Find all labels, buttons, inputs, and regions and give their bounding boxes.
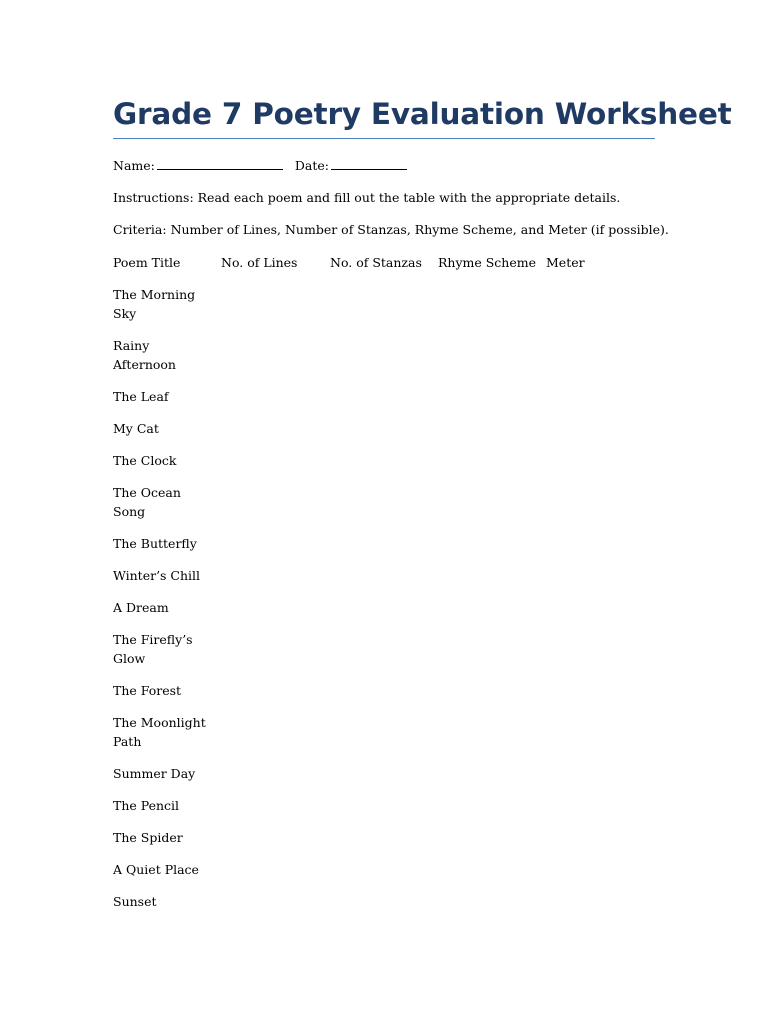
table-row xyxy=(113,336,655,374)
table-row xyxy=(113,860,655,879)
lines-cell[interactable] xyxy=(221,419,330,438)
poem-title-cell: The Firefly’s Glow xyxy=(113,632,193,666)
meter-cell[interactable] xyxy=(546,566,655,585)
table-row xyxy=(113,285,655,323)
header-no-of-lines: No. of Lines xyxy=(221,255,298,270)
name-blank-field[interactable] xyxy=(157,157,283,170)
lines-cell[interactable] xyxy=(221,336,330,374)
rhyme-scheme-cell[interactable] xyxy=(438,598,546,617)
poem-title-cell: Sunset xyxy=(113,894,157,909)
meter-cell[interactable] xyxy=(546,336,655,374)
poem-title-cell: Rainy Afternoon xyxy=(113,338,176,372)
rhyme-scheme-cell[interactable] xyxy=(438,681,546,700)
stanzas-cell[interactable] xyxy=(330,713,438,751)
meter-cell[interactable] xyxy=(546,764,655,783)
header-meter: Meter xyxy=(546,255,585,270)
poem-title-cell: My Cat xyxy=(113,421,159,436)
stanzas-cell[interactable] xyxy=(330,451,438,470)
stanzas-cell[interactable] xyxy=(330,796,438,815)
meter-cell[interactable] xyxy=(546,419,655,438)
table-body xyxy=(113,285,655,911)
rhyme-scheme-cell[interactable] xyxy=(438,630,546,668)
poem-title-cell: A Quiet Place xyxy=(113,862,199,877)
stanzas-cell[interactable] xyxy=(330,828,438,847)
stanzas-cell[interactable] xyxy=(330,860,438,879)
meter-cell[interactable] xyxy=(546,713,655,751)
meter-cell[interactable] xyxy=(546,451,655,470)
lines-cell[interactable] xyxy=(221,796,330,815)
worksheet-page xyxy=(113,94,732,924)
stanzas-cell[interactable] xyxy=(330,764,438,783)
criteria-text: Criteria: Number of Lines, Number of Stanzas, Rhyme Scheme, and Meter (if possible). xyxy=(113,222,669,237)
meter-cell[interactable] xyxy=(546,387,655,406)
poem-title-cell: Summer Day xyxy=(113,766,196,781)
table-row xyxy=(113,387,655,406)
poem-title-cell: The Forest xyxy=(113,683,182,698)
meter-cell[interactable] xyxy=(546,630,655,668)
meter-cell[interactable] xyxy=(546,860,655,879)
lines-cell[interactable] xyxy=(221,451,330,470)
poem-title-cell: Winter’s Chill xyxy=(113,568,201,583)
poem-title-cell: The Moonlight Path xyxy=(113,715,206,749)
lines-cell[interactable] xyxy=(221,828,330,847)
stanzas-cell[interactable] xyxy=(330,387,438,406)
table-row xyxy=(113,796,655,815)
rhyme-scheme-cell[interactable] xyxy=(438,451,546,470)
lines-cell[interactable] xyxy=(221,764,330,783)
lines-cell[interactable] xyxy=(221,598,330,617)
poem-title-cell: The Clock xyxy=(113,453,177,468)
table-row xyxy=(113,483,655,521)
stanzas-cell[interactable] xyxy=(330,566,438,585)
meter-cell[interactable] xyxy=(546,828,655,847)
stanzas-cell[interactable] xyxy=(330,336,438,374)
poem-title-cell: The Spider xyxy=(113,830,183,845)
header-rhyme-scheme: Rhyme Scheme xyxy=(438,255,537,270)
stanzas-cell[interactable] xyxy=(330,285,438,323)
meter-cell[interactable] xyxy=(546,285,655,323)
rhyme-scheme-cell[interactable] xyxy=(438,534,546,553)
poem-title-cell: The Leaf xyxy=(113,389,169,404)
lines-cell[interactable] xyxy=(221,681,330,700)
table-row xyxy=(113,630,655,668)
table-row xyxy=(113,764,655,783)
poem-title-cell: The Morning Sky xyxy=(113,287,196,321)
stanzas-cell[interactable] xyxy=(330,419,438,438)
stanzas-cell[interactable] xyxy=(330,534,438,553)
meter-cell[interactable] xyxy=(546,483,655,521)
stanzas-cell[interactable] xyxy=(330,630,438,668)
table-row xyxy=(113,681,655,700)
name-date-row xyxy=(113,157,655,175)
table-row xyxy=(113,451,655,470)
meter-cell[interactable] xyxy=(546,534,655,553)
date-label: Date: xyxy=(294,158,329,173)
table-row xyxy=(113,828,655,847)
page-title: Grade 7 Poetry Evaluation Worksheet xyxy=(113,97,732,131)
lines-cell[interactable] xyxy=(221,713,330,751)
meter-cell[interactable] xyxy=(546,892,655,911)
rhyme-scheme-cell[interactable] xyxy=(438,828,546,847)
table-header-row xyxy=(113,253,655,272)
lines-cell[interactable] xyxy=(221,860,330,879)
poem-evaluation-table xyxy=(113,253,655,911)
stanzas-cell[interactable] xyxy=(330,598,438,617)
rhyme-scheme-cell[interactable] xyxy=(438,483,546,521)
meter-cell[interactable] xyxy=(546,681,655,700)
title-divider xyxy=(113,138,655,139)
rhyme-scheme-cell[interactable] xyxy=(438,336,546,374)
rhyme-scheme-cell[interactable] xyxy=(438,764,546,783)
lines-cell[interactable] xyxy=(221,630,330,668)
rhyme-scheme-cell[interactable] xyxy=(438,860,546,879)
rhyme-scheme-cell[interactable] xyxy=(438,285,546,323)
rhyme-scheme-cell[interactable] xyxy=(438,419,546,438)
lines-cell[interactable] xyxy=(221,566,330,585)
table-row xyxy=(113,892,655,911)
rhyme-scheme-cell[interactable] xyxy=(438,892,546,911)
poem-title-cell: The Ocean Song xyxy=(113,485,181,519)
meter-cell[interactable] xyxy=(546,598,655,617)
table-row xyxy=(113,534,655,553)
header-poem-title: Poem Title xyxy=(113,255,181,270)
lines-cell[interactable] xyxy=(221,534,330,553)
instructions-text: Instructions: Read each poem and fill out the table with the appropriate details. xyxy=(113,190,621,205)
rhyme-scheme-cell[interactable] xyxy=(438,796,546,815)
stanzas-cell[interactable] xyxy=(330,483,438,521)
table-row xyxy=(113,598,655,617)
lines-cell[interactable] xyxy=(221,483,330,521)
poem-title-cell: The Butterfly xyxy=(113,536,197,551)
poem-title-cell: A Dream xyxy=(113,600,169,615)
poem-title-cell: The Pencil xyxy=(113,798,180,813)
table-row xyxy=(113,419,655,438)
table-row xyxy=(113,566,655,585)
rhyme-scheme-cell[interactable] xyxy=(438,566,546,585)
stanzas-cell[interactable] xyxy=(330,681,438,700)
rhyme-scheme-cell[interactable] xyxy=(438,713,546,751)
lines-cell[interactable] xyxy=(221,285,330,323)
lines-cell[interactable] xyxy=(221,387,330,406)
name-label: Name: xyxy=(113,158,155,173)
stanzas-cell[interactable] xyxy=(330,892,438,911)
date-blank-field[interactable] xyxy=(331,157,407,170)
lines-cell[interactable] xyxy=(221,892,330,911)
rhyme-scheme-cell[interactable] xyxy=(438,387,546,406)
meter-cell[interactable] xyxy=(546,796,655,815)
header-no-of-stanzas: No. of Stanzas xyxy=(330,255,422,270)
table-row xyxy=(113,713,655,751)
